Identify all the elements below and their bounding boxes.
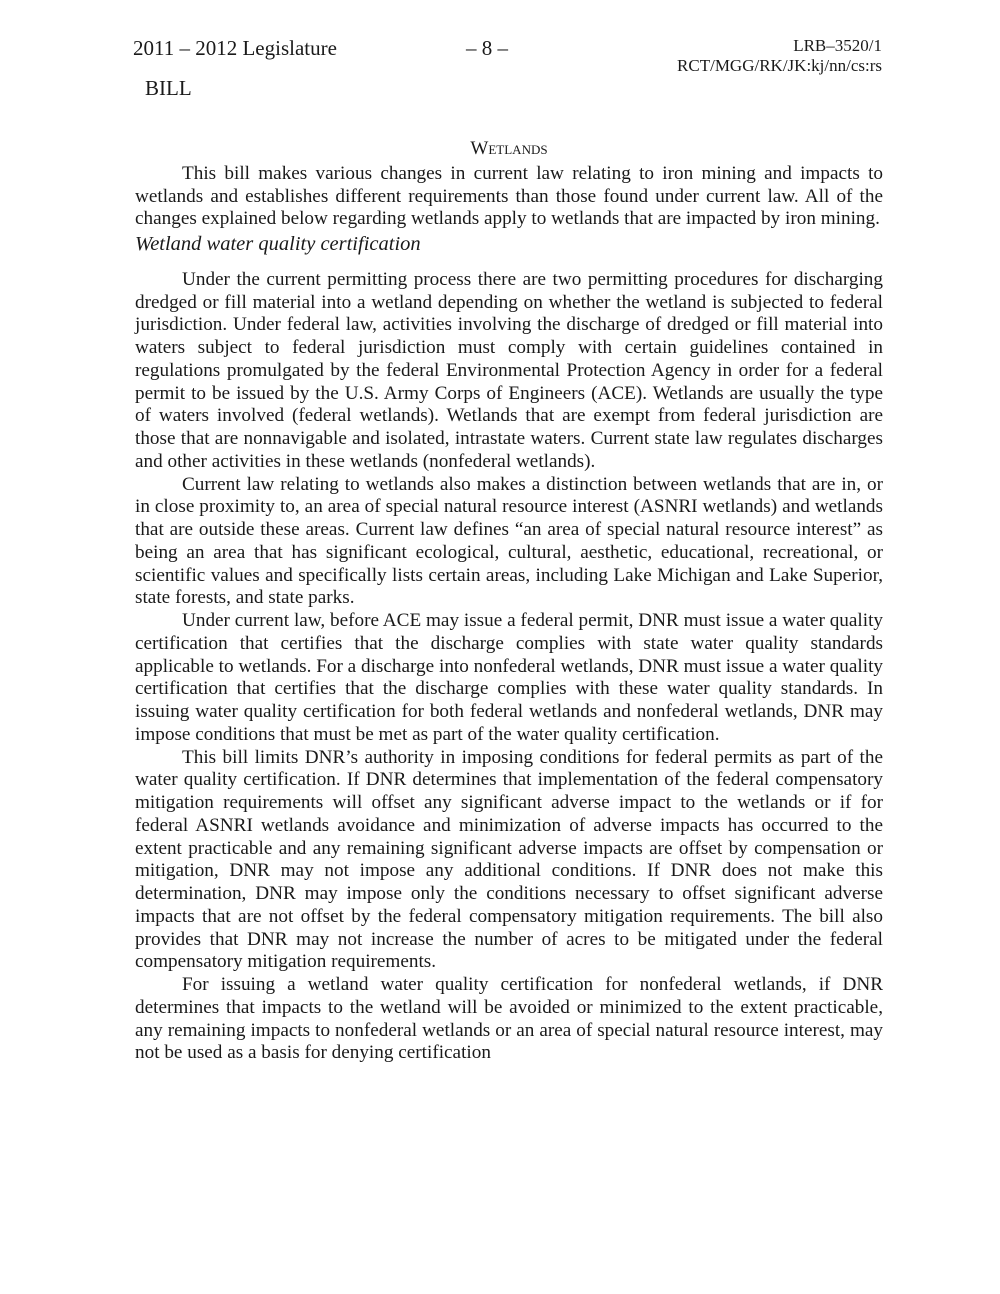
legislative-session: 2011 – 2012 Legislature bbox=[133, 36, 337, 60]
paragraph: This bill limits DNR’s authority in imposing conditions for federal permits as part of the water quality certification. If DNR determines that implementation of the federal compensatory mitigation requirements will offset any significant adverse impact to the wetlands or if for federal ASNRI wetlands avoidance and minimization of adverse impacts has occurred to the extent practicable and any remaining significant adverse impacts are offset by compensation or mitigation, DNR may not impose any additional conditions. If DNR does not make this determination, DNR may impose only the conditions necessary to offset significant adverse impacts that are not offset by the federal compensatory mitigation requirements. The bill also provides that DNR may not increase the number of acres to be mitigated under the federal compensatory mitigation requirements. bbox=[135, 746, 883, 973]
paragraph: For issuing a wetland water quality certification for nonfederal wetlands, if DNR determines that impacts to the wetland will be avoided or minimized to the extent practicable, any remaining impacts to nonfederal wetlands or an area of special natural resource interest, may not be used as a basis for denying certification bbox=[135, 974, 883, 1064]
page-number: – 8 – bbox=[466, 36, 508, 60]
paragraph: Under the current permitting process there are two permitting procedures for discharging dredged or fill material into a wetland depending on whether the wetland is subjected to federal jurisdiction. Under federal law, activities involving the discharge of dredged or fill material into waters subject to federal jurisdiction must comply with certain guidelines contained in regulations promulgated by the federal Environmental Protection Agency in order for a federal permit to be issued by the U.S. Army Corps of Engineers (ACE). Wetlands are usually the type of waters involved (federal wetlands). Wetlands that are exempt from federal jurisdiction are those that are nonnavigable and isolated, intrastate waters. Current state law regulates discharges and other activities in these wetlands (nonfederal wetlands). bbox=[135, 268, 883, 472]
subheading: Wetland water quality certification bbox=[135, 233, 421, 255]
lrb-number: LRB–3520/1 bbox=[793, 36, 882, 55]
document-body bbox=[135, 138, 883, 1065]
document-identifier bbox=[677, 36, 882, 76]
paragraph: Current law relating to wetlands also makes a distinction between wetlands that are in, or in close proximity to, an area of special natural resource interest (ASNRI wetlands) and wetlands that are outside these areas. Current law defines “an area of special natural resource interest” as being an area that has significant ecological, cultural, aesthetic, educational, recreational, or scientific values and specifically lists certain areas, including Lake Michigan and Lake Superior, state forests, and state parks. bbox=[135, 473, 883, 609]
section-title: Wetlands bbox=[470, 138, 548, 159]
intro-paragraph: This bill makes various changes in current law relating to iron mining and impacts to wetlands and establishes different requirements than those found under current law. All of the changes explained below regarding wetlands apply to wetlands that are impacted by iron mining. bbox=[135, 162, 883, 230]
document-type: BILL bbox=[145, 76, 192, 100]
paragraph: Under current law, before ACE may issue a federal permit, DNR must issue a water quality certification that certifies that the discharge complies with state water quality standards applicable to wetlands. For a discharge into nonfederal wetlands, DNR must issue a water quality certification that certifies that the discharge complies with these water quality standards. In issuing water quality certification for both federal wetlands and nonfederal wetlands, DNR may impose conditions that must be met as part of the water quality certification. bbox=[135, 610, 883, 745]
drafter-codes: RCT/MGG/RK/JK:kj/nn/cs:rs bbox=[677, 56, 882, 75]
